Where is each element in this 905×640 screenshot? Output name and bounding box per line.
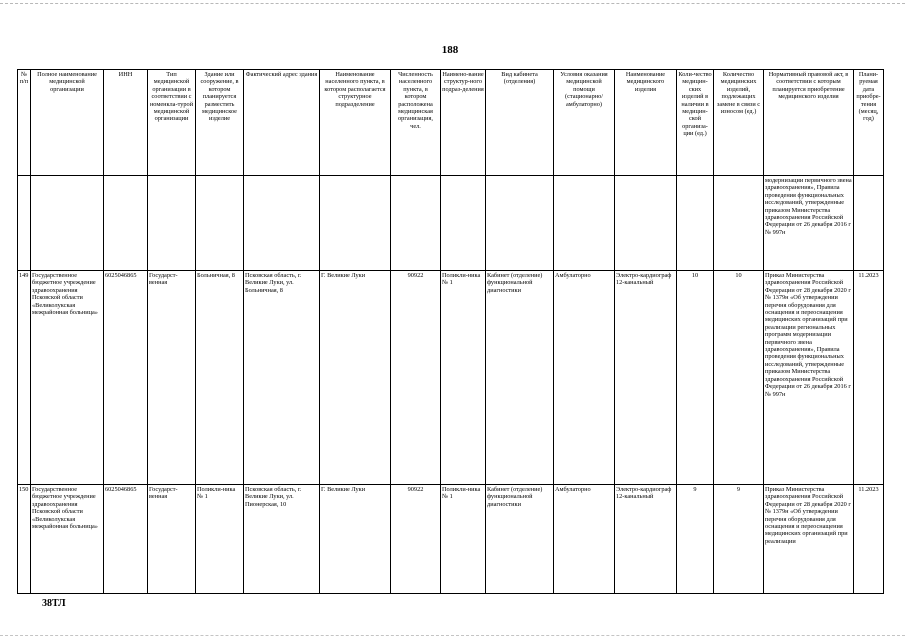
row-cabinet: Кабинет (отделение) функциональной диагностики xyxy=(486,271,554,485)
header-cell-act: Нормативный правовой акт, в соответствии с которым планируется приобретение медицинского изделия xyxy=(764,70,854,176)
header-cell-num: № п/п xyxy=(18,70,31,176)
header-cell-population: Численность населенного пункта, в котором расположена медицинская организация, чел. xyxy=(391,70,441,176)
row-act: Приказ Министерства здравоохранения Российской Федерации от 28 декабря 2020 г № 1379н «Об утверждении перечня оборудования для оснащения и переоснащения медицинских организаций при реализации xyxy=(764,485,854,594)
header-cell-conditions: Условия оказания медицинской помощи (стационарно/ амбулаторно) xyxy=(554,70,615,176)
page-number: 188 xyxy=(441,44,459,56)
document-footer-code: 38ТЛ xyxy=(42,598,66,609)
row-num: 149 xyxy=(18,271,31,485)
header-cell-cabinet: Вид кабинета (отделения) xyxy=(486,70,554,176)
row-replace: 10 xyxy=(714,271,764,485)
row-building: Больничная, 8 xyxy=(196,271,244,485)
table-header-row xyxy=(18,70,884,176)
row-locality: Г. Великие Луки xyxy=(320,271,391,485)
row-type: Государст-венная xyxy=(148,485,196,594)
row-inn: 6025046865 xyxy=(104,485,148,594)
table-row xyxy=(18,485,884,594)
row-conditions: Амбулаторно xyxy=(554,485,615,594)
row-available: 10 xyxy=(677,271,714,485)
header-cell-org: Полное наименование медицинской организации xyxy=(31,70,104,176)
header-cell-date: Плани-руемая дата приобре-тения (месяц, год) xyxy=(854,70,884,176)
table-row xyxy=(18,271,884,485)
table-row-continuation xyxy=(18,176,884,271)
header-cell-type: Тип медицинской организации в соответствии с номенкла-турой медицинской организации xyxy=(148,70,196,176)
row-subdivision: Поликли-ника № 1 xyxy=(441,271,486,485)
scan-edge-top xyxy=(0,3,905,5)
header-cell-replace: Количество медицинских изделий, подлежащих замене в связи с износом (ед.) xyxy=(714,70,764,176)
header-cell-inn: ИНН xyxy=(104,70,148,176)
row-population: 90922 xyxy=(391,271,441,485)
row-org: Государственное бюджетное учреждение здравоохранения Псковской области «Великолукская межрайонная больница» xyxy=(31,485,104,594)
row-locality: Г. Великие Луки xyxy=(320,485,391,594)
row-type: Государст-венная xyxy=(148,271,196,485)
row-address: Псковская область, г. Великие Луки, ул. Пионерская, 10 xyxy=(244,485,320,594)
row-available: 9 xyxy=(677,485,714,594)
continuation-act-cell: модернизации первичного звена здравоохранения», Правила проведения функциональных исследований, утвержденные приказом Министерства здравоохранения Российской Федерации от 26 декабря 2016 г № 997н xyxy=(764,176,854,271)
row-date: 11.2023 xyxy=(854,271,884,485)
header-cell-device: Наименование медицинского изделия xyxy=(615,70,677,176)
row-address: Псковская область, г. Великие Луки, ул. Больничная, 8 xyxy=(244,271,320,485)
header-cell-building: Здание или сооружение, в котором планируется разместить медицинское изделие xyxy=(196,70,244,176)
row-device: Электро-кардиограф 12-канальный xyxy=(615,271,677,485)
row-subdivision: Поликли-ника № 1 xyxy=(441,485,486,594)
row-num: 150 xyxy=(18,485,31,594)
row-building: Поликли-ника № 1 xyxy=(196,485,244,594)
equipment-table xyxy=(17,69,884,594)
row-device: Электро-кардиограф 12-канальный xyxy=(615,485,677,594)
header-cell-address: Фактический адрес здания xyxy=(244,70,320,176)
row-act: Приказ Министерства здравоохранения Российской Федерации от 28 декабря 2020 г № 1379н «Об утверждении перечня оборудования для оснащения и переоснащения медицинских организаций при реализации региональных программ модернизации первичного звена здравоохранения», Правила проведения функциональных исследований, утвержденные приказом Министерства здравоохранения Российской Федерации от 26 декабря 2016 г № 997н xyxy=(764,271,854,485)
row-org: Государственное бюджетное учреждение здравоохранения Псковской области «Великолукская межрайонная больница» xyxy=(31,271,104,485)
row-replace: 9 xyxy=(714,485,764,594)
header-cell-available: Коли-чество медицин-ских изделий в наличии в медицин-ской организа-ции (ед.) xyxy=(677,70,714,176)
header-cell-subdivision: Наимено-вание структур-ного подраз-деления xyxy=(441,70,486,176)
scan-edge-bottom xyxy=(0,635,905,637)
row-cabinet: Кабинет (отделение) функциональной диагностики xyxy=(486,485,554,594)
row-conditions: Амбулаторно xyxy=(554,271,615,485)
header-cell-locality: Наименование населенного пункта, в котором располагается структурное подразделение xyxy=(320,70,391,176)
row-date: 11.2023 xyxy=(854,485,884,594)
row-inn: 6025046865 xyxy=(104,271,148,485)
row-population: 90922 xyxy=(391,485,441,594)
